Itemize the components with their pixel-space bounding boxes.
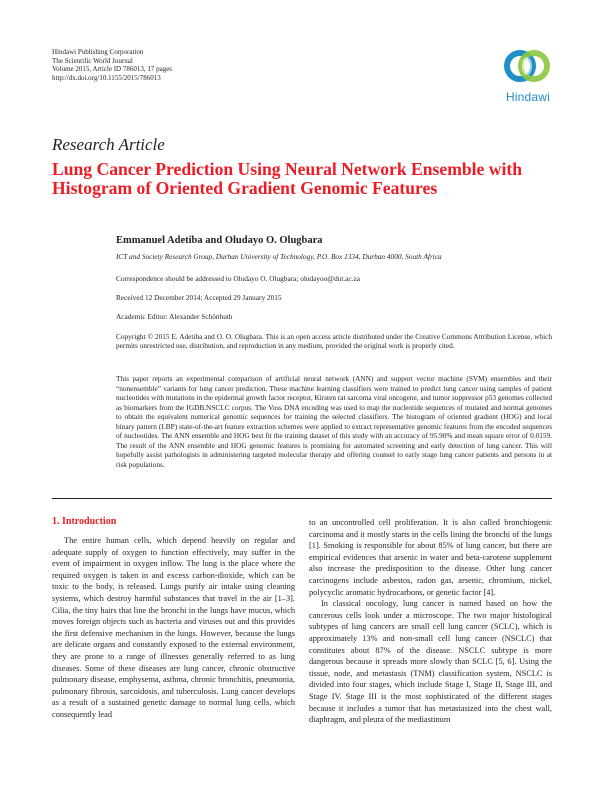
article-type: Research Article [52, 135, 165, 154]
publisher-name: Hindawi Publishing Corporation [52, 48, 144, 56]
academic-editor: Academic Editor: Alexander Schönhuth [116, 312, 233, 321]
body-column-left [52, 535, 295, 721]
logo-text: Hindawi [505, 90, 551, 104]
abstract: This paper reports an experimental comparison of artificial neural network (ANN) and support vector machine (SVM) ensembles and their “nonensemble” variants for lung cancer prediction. These machine learning classifiers were trained to predict lung cancer using samples of patient nucleotides with mutations in the epidermal growth factor receptor, Kirsten rat sarcoma viral oncogene, and tumor suppressor p53 genomes collected as biomarkers from the IGDB.NSCLC corpus. The Voss DNA encoding was used to map the nucleotide sequences of mutated and normal genomes to obtain the equivalent numerical genomic sequences for training the selected classifiers. The histogram of oriented gradient (HOG) and local binary pattern (LBP) state-of-the-art feature extraction schemes were applied to extract representative genomic features from the encoded sequences of nucleotides. The ANN ensemble and HOG best fit the training dataset of this study with an accuracy of 95.90% and mean square error of 0.0159. The result of the ANN ensemble and HOG genomic features is promising for automated screening and early detection of lung cancer. This will hopefully assist pathologists in administering targeted molecular therapy and offering counsel to early stage lung cancer patients and persons in at risk populations. [116, 374, 552, 469]
doi-link[interactable]: http://dx.doi.org/10.1155/2015/786013 [52, 73, 161, 82]
paragraph: The entire human cells, which depend heavily on regular and adequate supply of oxygen to function effectively, may suffer in the event of impairment in oxygen inflow. The lung is the place where the required oxygen is taken in and excess carbon-dioxide, which can be toxic to the body, is released. Lungs purify air intake using cleaning systems, which destroy harmful substances that travel in the air [1–3]. Cilia, the tiny hairs that line the bronchi in the lungs have mucus, which moves foreign objects such as bacteria and viruses out and this provides the first defensive mechanism in the lungs. However, because the lungs are delicate organs and constantly exposed to the external environment, they are prone to a range of illnesses generally referred to as lung diseases. Some of these diseases are lung cancer, chronic obstructive pulmonary disease, emphysema, asthma, chronic bronchitis, pneumonia, pulmonary fibrosis, sarcoidosis, and tuberculosis. Lung cancer develops as a result of a sustained genetic damage to normal lung cells, which consequently lead [52, 536, 295, 719]
article-title: Lung Cancer Prediction Using Neural Network Ensemble with Histogram of Oriented Gradient Genomic Features [52, 159, 522, 198]
authors: Emmanuel Adetiba and Oludayo O. Olugbara [116, 235, 323, 246]
paragraph: In classical oncology, lung cancer is named based on how the cancerous cells look under a microscope. The two major histological subtypes of lung cancers are small cell lung cancer (SCLC), which is approximately 13% and non-small cell lung cancer (NSCLC) that constitutes about 87% of the disease. NSCLC subtype is more dangerous because it spreads more slowly than SCLC [5, 6]. Using the tissue, node, and metastasis (TNM) classification system, NSCLC is divided into four stages, which include Stage I, Stage II, Stage III, and Stage IV. Stage III is the most sophisticated of the different stages because it includes a tumor that has metastasized into the chest wall, diaphragm, and pleura of the mediastinum [309, 599, 552, 725]
body-column-right [309, 517, 552, 726]
correspondence: Correspondence should be addressed to Oludayo O. Olugbara; oludayoo@dut.ac.za [116, 274, 361, 283]
section-divider [52, 498, 552, 499]
journal-name: The Scientific World Journal [52, 56, 133, 65]
journal-header [52, 48, 172, 82]
paragraph: to an uncontrolled cell proliferation. It is also called bronchiogenic carcinoma and it mostly starts in the cells lining the bronchi of the lungs [1]. Smoking is responsible for about 85% of lung cancer, but there are empirical evidences that arsenic in water and beta-carotene supplement also increase the predisposition to the disease. Other lung cancer carcinogens include asbestos, radon gas, arsenic, chromium, nickel, polycyclic aromatic hydrocarbons, or genetic factor [4]. [309, 518, 552, 597]
hindawi-logo [496, 46, 558, 106]
received-dates: Received 12 December 2014; Accepted 29 January 2015 [116, 293, 282, 302]
affiliation: ICT and Society Research Group, Durban University of Technology, P.O. Box 1334, Durban 4000, South Africa [116, 252, 442, 261]
section-heading: 1. Introduction [52, 516, 117, 527]
hindawi-logo-icon [496, 46, 558, 90]
copyright-notice: Copyright © 2015 E. Adetiba and O. O. Olugbara. This is an open access article distributed under the Creative Commons Attribution License, which permits unrestricted use, distribution, and reproduction in any medium, provided the original work is properly cited. [116, 332, 552, 351]
volume-info: Volume 2015, Article ID 786013, 17 pages [52, 65, 173, 74]
